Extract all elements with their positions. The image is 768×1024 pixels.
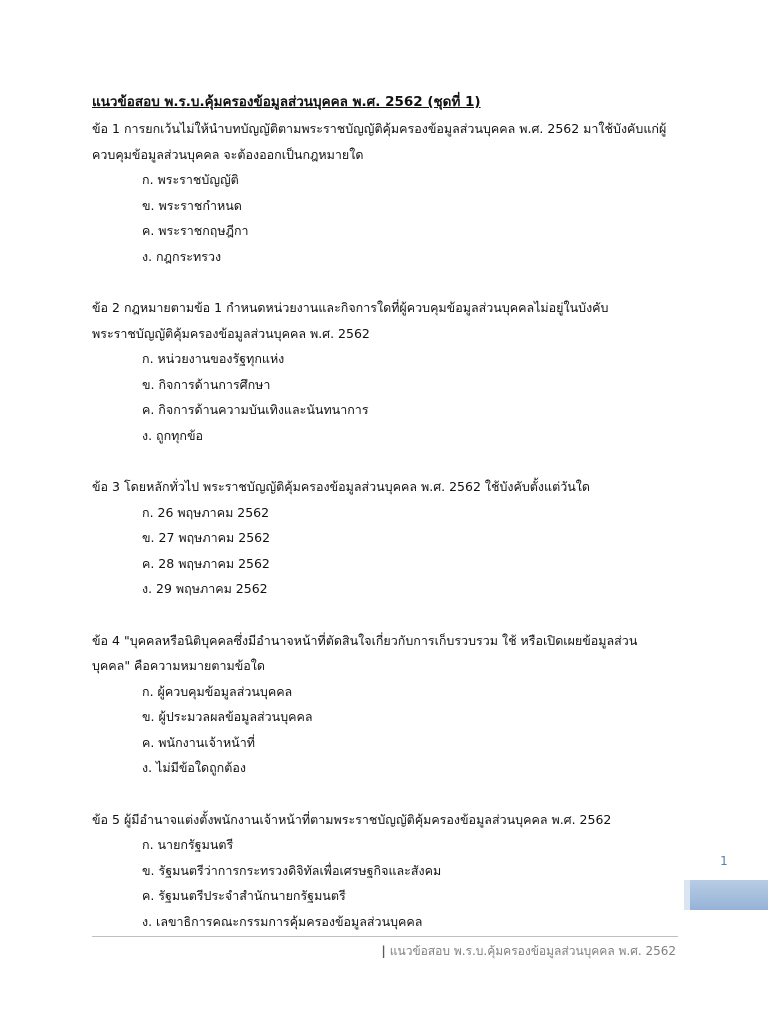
question-text: ข้อ 5 ผู้มีอำนาจแต่งตั้งพนักงานเจ้าหน้าที่ตามพระราชบัญญัติคุ้มครองข้อมูลส่วนบุคคล พ.ศ. 2562 bbox=[92, 811, 612, 827]
answer-option: ง. 29 พฤษภาคม 2562 bbox=[142, 581, 268, 596]
footer bbox=[381, 942, 676, 961]
answer-option: ค. กิจการด้านความบันเทิงและนันทนาการ bbox=[142, 402, 369, 417]
question-1 bbox=[92, 116, 692, 269]
question-5 bbox=[92, 807, 692, 935]
answer-option: ข. 27 พฤษภาคม 2562 bbox=[142, 530, 271, 545]
footer-title: แนวข้อสอบ พ.ร.บ.คุ้มครองข้อมูลส่วนบุคคล พ.ศ. 2562 bbox=[389, 944, 676, 958]
question-3 bbox=[92, 474, 692, 602]
answer-option: ค. 28 พฤษภาคม 2562 bbox=[142, 555, 270, 571]
answer-option: ค. พระราชกฤษฎีกา bbox=[142, 223, 249, 238]
answer-option: ค. พนักงานเจ้าหน้าที่ bbox=[142, 734, 255, 750]
answer-option: ง. เลขาธิการคณะกรรมการคุ้มครองข้อมูลส่วนบุคคล bbox=[142, 913, 423, 929]
question-text: ข้อ 2 กฎหมายตามข้อ 1 กำหนดหน่วยงานและกิจการใดที่ผู้ควบคุมข้อมูลส่วนบุคคลไม่อยู่ในบังคับ พระราชบัญญัติคุ้มครองข้อมูลส่วนบุคคล พ.ศ. 2562 bbox=[92, 300, 609, 341]
answer-option: ก. ผู้ควบคุมข้อมูลส่วนบุคคล bbox=[142, 683, 293, 699]
answer-option: ข. ผู้ประมวลผลข้อมูลส่วนบุคคล bbox=[142, 709, 313, 724]
answer-option: ข. รัฐมนตรีว่าการกระทรวงดิจิทัลเพื่อเศรษฐกิจและสังคม bbox=[142, 862, 442, 878]
page-number: 1 bbox=[720, 854, 728, 868]
question-text: ข้อ 1 การยกเว้นไม่ให้นำบทบัญญัติตามพระราชบัญญัติคุ้มครองข้อมูลส่วนบุคคล พ.ศ. 2562 มาใช้บังคับแก่ผู้ ควบคุมข้อมูลส่วนบุคคล จะต้องออกเป็นกฎหมายใด bbox=[92, 121, 667, 162]
footer-divider bbox=[92, 936, 678, 937]
question-2 bbox=[92, 295, 692, 448]
answer-option: ก. หน่วยงานของรัฐทุกแห่ง bbox=[142, 351, 285, 366]
page-corner-tab bbox=[684, 880, 768, 910]
answer-option: ก. 26 พฤษภาคม 2562 bbox=[142, 504, 270, 520]
question-text: ข้อ 4 "บุคคลหรือนิติบุคคลซึ่งมีอำนาจหน้าที่ตัดสินใจเกี่ยวกับการเก็บรวบรวม ใช้ หรือเปิดเผยข้อมูลส่วน บุคคล" คือความหมายตามข้อใด bbox=[92, 632, 638, 673]
question-list bbox=[92, 116, 692, 960]
answer-option: ก. นายกรัฐมนตรี bbox=[142, 837, 234, 852]
document-title: แนวข้อสอบ พ.ร.บ.คุ้มครองข้อมูลส่วนบุคคล พ.ศ. 2562 (ชุดที่ 1) bbox=[92, 94, 481, 110]
question-4 bbox=[92, 628, 692, 781]
answer-option: ง. ไม่มีข้อใดถูกต้อง bbox=[142, 760, 246, 775]
answer-option: ข. กิจการด้านการศึกษา bbox=[142, 376, 271, 392]
answer-option: ค. รัฐมนตรีประจำสำนักนายกรัฐมนตรี bbox=[142, 888, 346, 903]
footer-separator: | bbox=[381, 944, 386, 958]
answer-option: ข. พระราชกำหนด bbox=[142, 197, 242, 213]
answer-option: ก. พระราชบัญญัติ bbox=[142, 172, 239, 187]
question-text: ข้อ 3 โดยหลักทั่วไป พระราชบัญญัติคุ้มครองข้อมูลส่วนบุคคล พ.ศ. 2562 ใช้บังคับตั้งแต่วันใด bbox=[92, 479, 590, 494]
answer-option: ง. ถูกทุกข้อ bbox=[142, 427, 204, 443]
answer-option: ง. กฎกระทรวง bbox=[142, 248, 222, 264]
